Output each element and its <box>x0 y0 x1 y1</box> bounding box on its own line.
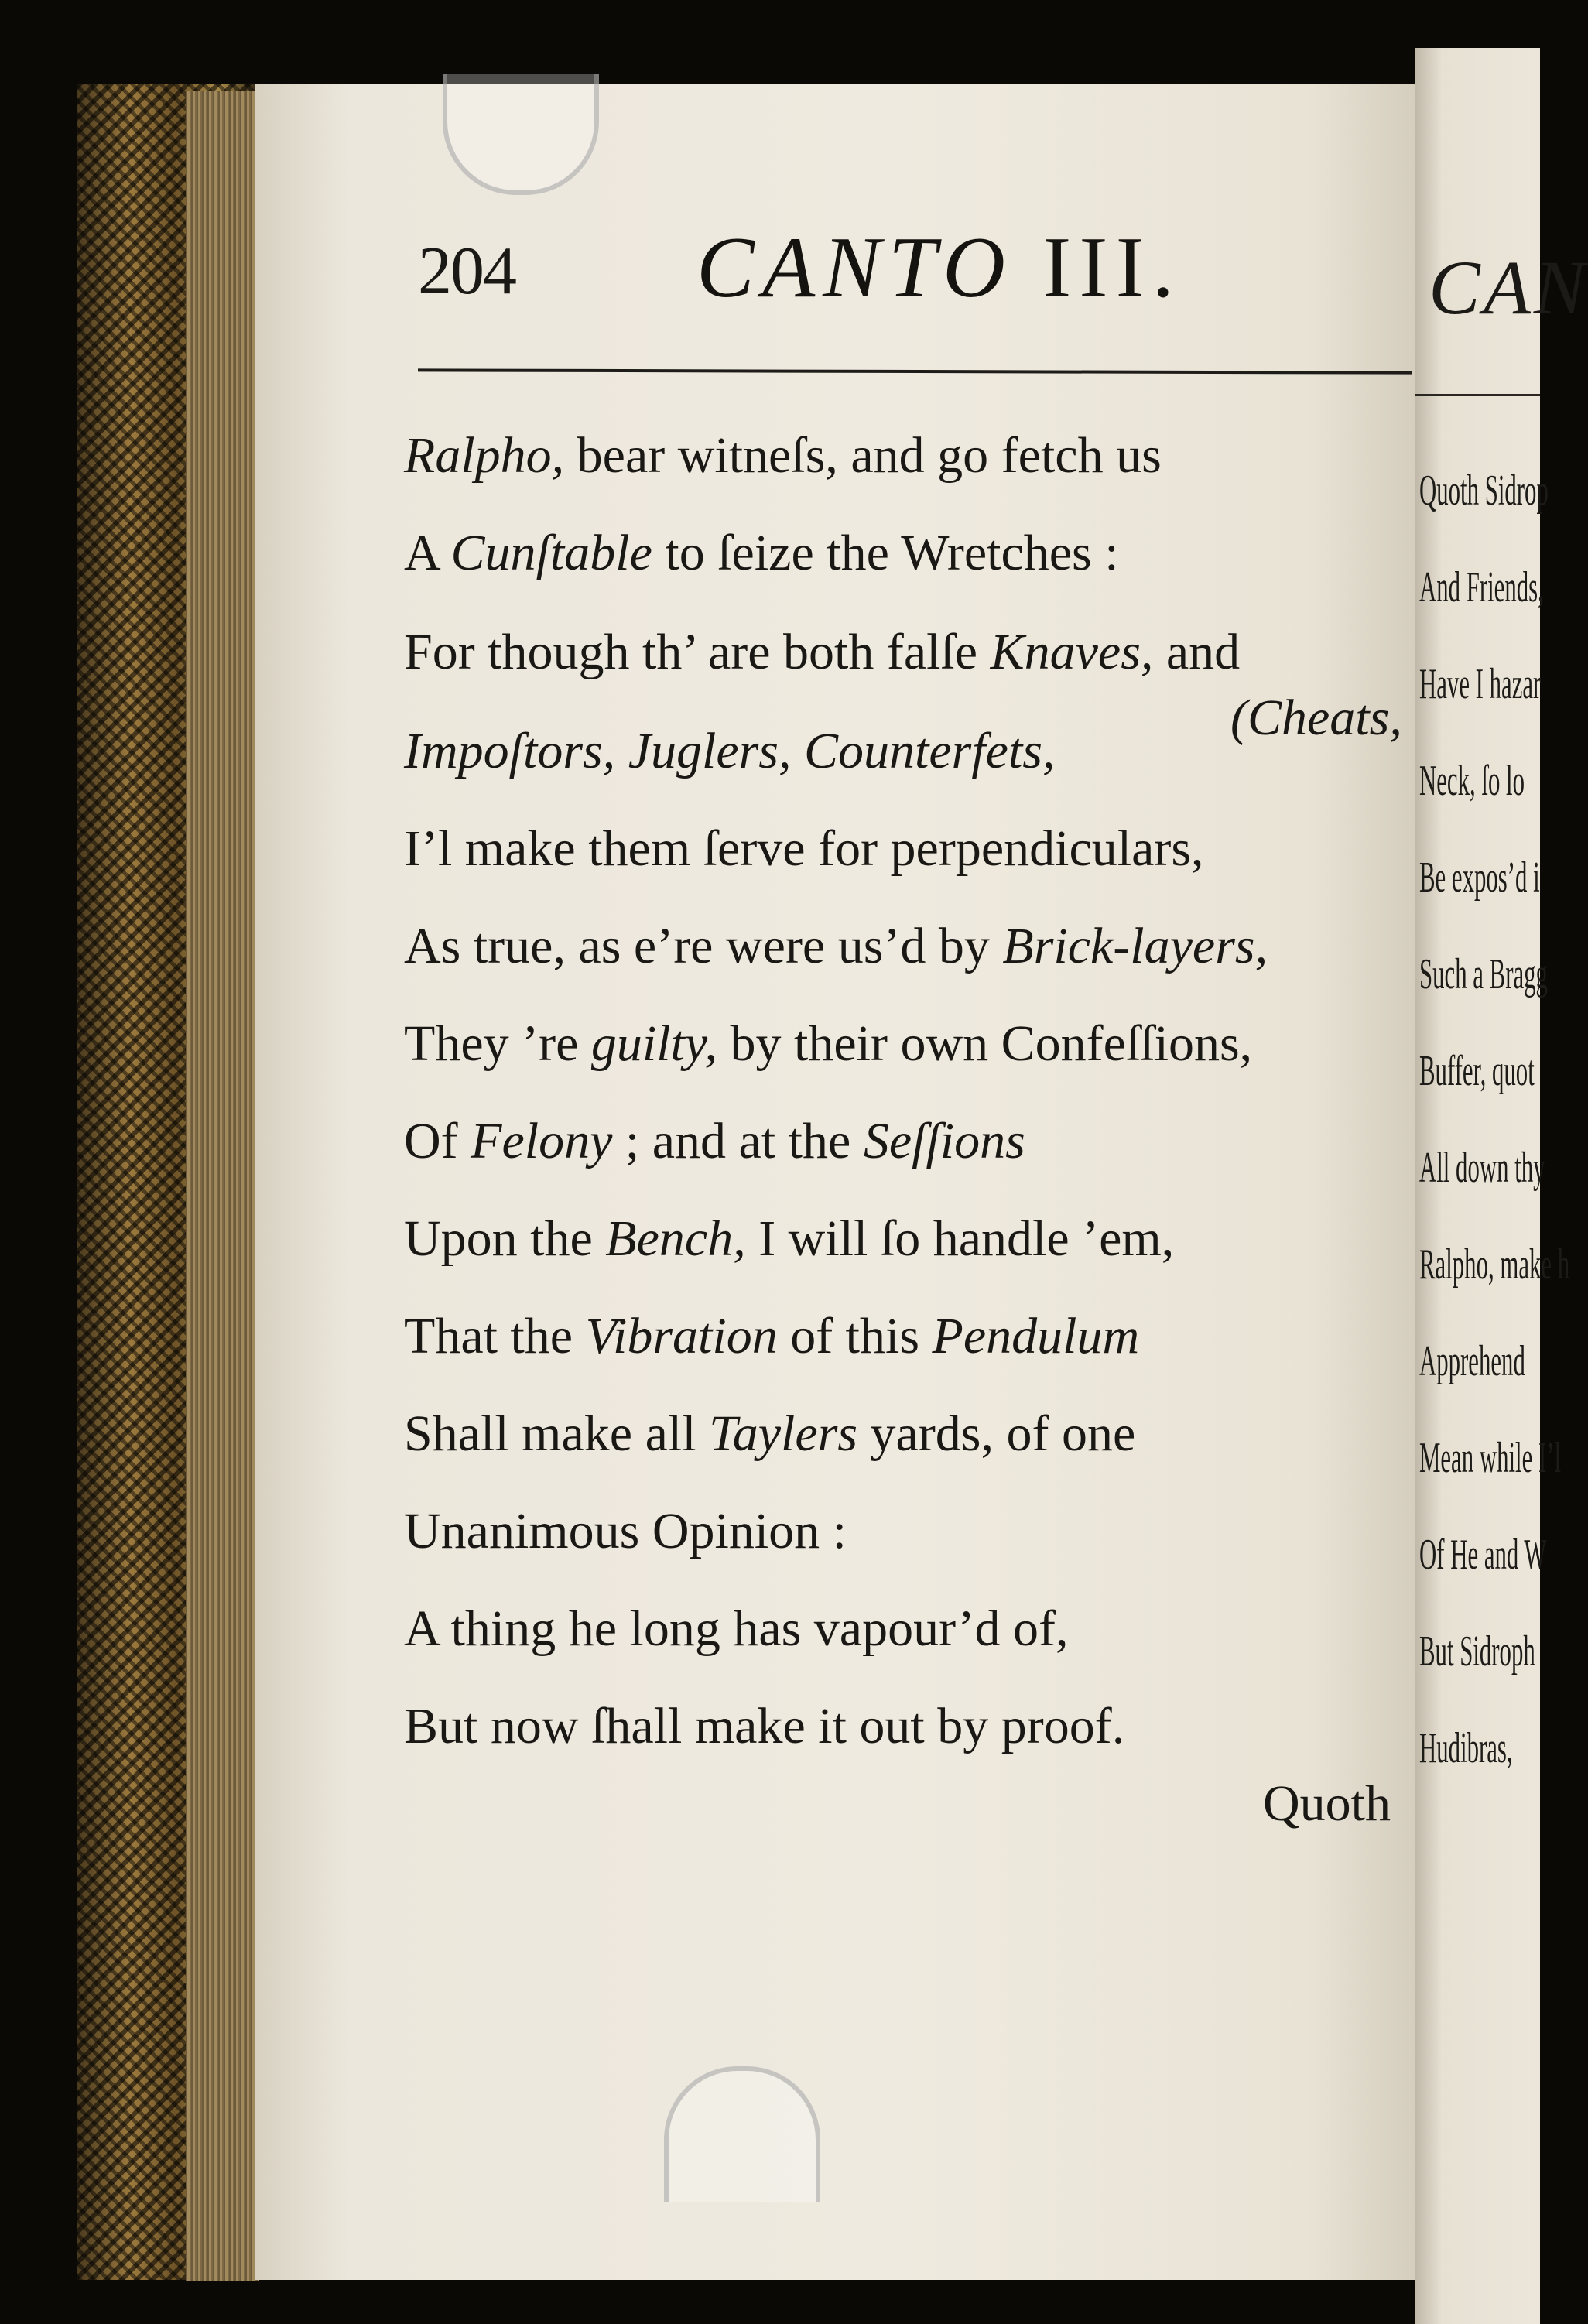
verse-line-9 <box>404 1210 1175 1267</box>
running-head-canto: CANTO <box>696 220 1013 316</box>
facing-running-head: CAN <box>1429 245 1588 330</box>
verse-line-8 <box>404 1113 1025 1169</box>
verse-line-3 <box>404 624 1241 680</box>
verse-text: For though th’ are both falſe <box>404 624 991 680</box>
verse-text: yards, of one <box>857 1405 1136 1462</box>
verse-text: A <box>404 525 451 581</box>
verse-italic: Ralpho, <box>404 427 565 484</box>
verse-italic: Juglers, <box>615 723 792 779</box>
verse-text: and <box>1153 624 1241 680</box>
verse-italic: Knaves, <box>990 624 1154 680</box>
verse-line-10 <box>404 1308 1140 1364</box>
verse-text: to ſeize the Wretches : <box>652 525 1119 581</box>
verse-italic: Felony <box>471 1113 613 1169</box>
facing-line: Buffer, quot <box>1419 1047 1535 1095</box>
catchword: Quoth <box>1263 1775 1391 1832</box>
facing-line: All down thy <box>1419 1144 1545 1192</box>
verse-text: by their own Confeſſions, <box>717 1015 1253 1072</box>
verse-text: Upon the <box>404 1210 606 1267</box>
facing-line: Of He and W <box>1419 1531 1547 1579</box>
verse-text: Shall make all <box>404 1405 710 1462</box>
facing-line: Apprehend <box>1419 1337 1525 1385</box>
verse-italic: Pendulum <box>932 1308 1140 1364</box>
verse-italic: Seſſions <box>863 1113 1025 1169</box>
verse-line-1 <box>404 427 1162 484</box>
verse-line-13: A thing he long has vapour’d of, <box>404 1600 1069 1657</box>
verse-italic: guilty, <box>590 1015 718 1072</box>
verse-text: I will ſo handle ’em, <box>745 1210 1175 1267</box>
facing-line: Have I hazar <box>1419 660 1542 708</box>
verse-line-5: I’l make them ſerve for perpendiculars, <box>404 820 1204 877</box>
facing-header-rule <box>1415 394 1540 396</box>
facing-line: But Sidroph <box>1419 1627 1535 1675</box>
running-head-numeral: III. <box>1042 220 1182 316</box>
running-head <box>696 218 1182 318</box>
verse-turnover: (Cheats, <box>1230 690 1402 746</box>
facing-line: Ralpho, make h <box>1419 1241 1570 1289</box>
page-clip-bottom <box>664 2066 820 2202</box>
verse-text: They ’re <box>404 1015 591 1072</box>
facing-line: Be expos’d i <box>1419 854 1540 902</box>
facing-line: Mean while I’l <box>1419 1434 1562 1482</box>
verse-italic: Taylers <box>709 1405 858 1462</box>
verse-text: of this <box>777 1308 933 1364</box>
verse-text: bear witneſs, and go fetch us <box>564 427 1162 484</box>
verse-text: That the <box>404 1308 586 1364</box>
facing-line: Quoth Sidrop <box>1419 467 1549 515</box>
facing-line: Such a Bragg <box>1419 950 1548 998</box>
verse-italic: Impoſtors, <box>404 723 616 779</box>
facing-page <box>1415 48 1588 2324</box>
verse-line-7 <box>404 1015 1253 1072</box>
verse-line-4 <box>404 723 1056 779</box>
facing-line: And Friends, <box>1419 563 1544 611</box>
verse-italic: Counterfets, <box>791 723 1056 779</box>
verse-italic: Cunſtable <box>450 525 652 581</box>
page-edges <box>186 91 259 2281</box>
verse-italic: Bench, <box>605 1210 746 1267</box>
verse-line-6 <box>404 918 1268 974</box>
verse-line-11 <box>404 1405 1136 1462</box>
book-page <box>255 84 1424 2280</box>
page-number: 204 <box>418 234 515 309</box>
verse-text: ; and at the <box>612 1113 864 1169</box>
verse-text: Of <box>404 1113 471 1169</box>
facing-line: Hudibras, <box>1419 1724 1513 1772</box>
verse-line-14: But now ſhall make it out by proof. <box>404 1698 1125 1754</box>
verse-line-12: Unanimous Opinion : <box>404 1503 847 1559</box>
verse-text: As true, as e’re were us’d by <box>404 918 1003 974</box>
verse-line-2 <box>404 525 1119 581</box>
facing-line: Neck, ſo lo <box>1419 757 1525 805</box>
verse-italic: Vibration <box>585 1308 778 1364</box>
verse-italic: Brick-layers, <box>1002 918 1268 974</box>
